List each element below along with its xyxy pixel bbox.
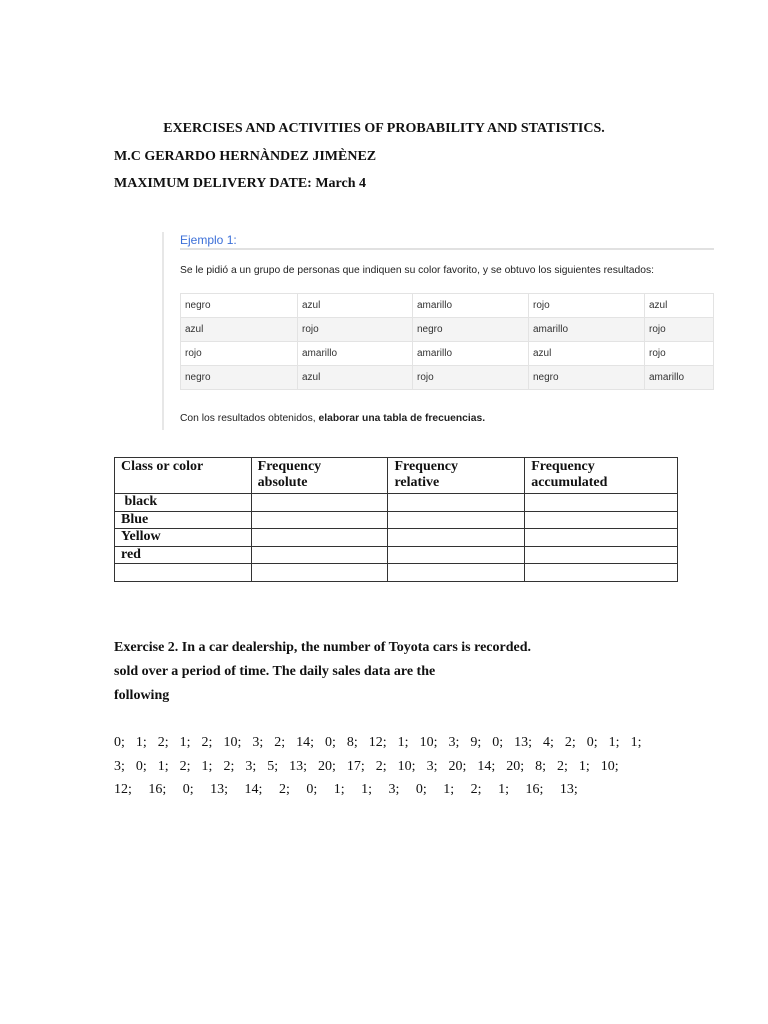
example-heading-rule	[180, 248, 714, 250]
frequency-table-value-cell[interactable]	[251, 564, 388, 582]
frequency-table-value-cell[interactable]	[525, 546, 678, 564]
frequency-table-header-text: accumulated	[531, 475, 608, 490]
frequency-table-header-text: absolute	[257, 475, 308, 490]
frequency-table-class-cell: black	[115, 494, 252, 512]
sales-data-line: 0; 1; 2; 1; 2; 10; 3; 2; 14; 0; 8; 12; 1; 10; 3; 9; 0; 13; 4; 2; 0; 1; 1;	[114, 735, 642, 750]
example-table-cell: rojo	[298, 318, 413, 342]
example-table-cell: rojo	[181, 342, 298, 366]
example-conclusion-text: Con los resultados obtenidos,	[180, 413, 319, 424]
example-table-cell: amarillo	[645, 366, 714, 390]
frequency-table-value-cell[interactable]	[251, 494, 388, 512]
example-heading: Ejemplo 1:	[180, 233, 237, 247]
document-title: EXERCISES AND ACTIVITIES OF PROBABILITY AND STATISTICS.	[163, 121, 605, 136]
frequency-table-row	[115, 529, 678, 547]
delivery-date-value: March 4	[315, 176, 367, 191]
delivery-date-label: MAXIMUM DELIVERY DATE:	[114, 176, 312, 191]
example-left-border	[162, 232, 164, 430]
example-table-cell: negro	[181, 366, 298, 390]
example-table-cell: rojo	[413, 366, 529, 390]
frequency-table-header-text: Frequency	[531, 459, 595, 474]
sales-data	[114, 735, 674, 806]
frequency-table-value-cell[interactable]	[251, 511, 388, 529]
frequency-table-value-cell[interactable]	[388, 529, 525, 547]
frequency-table-class-cell: Yellow	[115, 529, 252, 547]
frequency-table-row	[115, 564, 678, 582]
example-table-cell: azul	[298, 294, 413, 318]
frequency-table-row	[115, 494, 678, 512]
example-table-cell: negro	[181, 294, 298, 318]
exercise-2-statement	[114, 640, 674, 712]
example-table-cell: amarillo	[529, 318, 645, 342]
example-table-cell: azul	[645, 294, 714, 318]
example-table-cell: rojo	[645, 342, 714, 366]
frequency-table-header	[115, 458, 252, 494]
frequency-table-header-text: relative	[394, 475, 440, 490]
frequency-table-header-text: Frequency	[257, 459, 322, 474]
frequency-table-value-cell[interactable]	[525, 494, 678, 512]
frequency-table-row	[115, 511, 678, 529]
example-table-cell: amarillo	[413, 342, 529, 366]
frequency-table-header-row	[115, 458, 678, 494]
example-table-cell: amarillo	[298, 342, 413, 366]
frequency-table-value-cell[interactable]	[525, 564, 678, 582]
frequency-table	[114, 457, 678, 582]
frequency-table-value-cell[interactable]	[388, 511, 525, 529]
frequency-table-value-cell[interactable]	[525, 529, 678, 547]
example-table-row	[181, 342, 714, 366]
sales-data-line: 12; 16; 0; 13; 14; 2; 0; 1; 1; 3; 0; 1; 2; 1; 16; 13;	[114, 782, 578, 797]
frequency-table-value-cell[interactable]	[251, 529, 388, 547]
example-table-cell: negro	[529, 366, 645, 390]
exercise-2-line: Exercise 2. In a car dealership, the number of Toyota cars is recorded.	[114, 640, 531, 655]
frequency-table-value-cell[interactable]	[388, 564, 525, 582]
frequency-table-class-cell: Blue	[115, 511, 252, 529]
frequency-table-class-cell	[115, 564, 252, 582]
frequency-table-header-text: Frequency	[394, 459, 458, 474]
exercise-2-line: sold over a period of time. The daily sales data are the	[114, 664, 436, 679]
example-table-cell: amarillo	[413, 294, 529, 318]
frequency-table-value-cell[interactable]	[525, 511, 678, 529]
delivery-date-line	[114, 176, 366, 192]
example-table-cell: azul	[181, 318, 298, 342]
example-table-cell: rojo	[529, 294, 645, 318]
example-table-cell: azul	[529, 342, 645, 366]
example-table-row	[181, 318, 714, 342]
frequency-table-header-text: Class or color	[121, 459, 204, 474]
frequency-table-value-cell[interactable]	[251, 546, 388, 564]
frequency-table-header	[525, 458, 678, 494]
example-table-cell: rojo	[645, 318, 714, 342]
frequency-table-header	[388, 458, 525, 494]
example-table-cell: azul	[298, 366, 413, 390]
exercise-2-line: following	[114, 688, 170, 703]
frequency-table-value-cell[interactable]	[388, 494, 525, 512]
example-table-row	[181, 294, 714, 318]
example-color-table	[180, 293, 714, 390]
example-table-row	[181, 366, 714, 390]
sales-data-line: 3; 0; 1; 2; 1; 2; 3; 5; 13; 20; 17; 2; 10; 3; 20; 14; 20; 8; 2; 1; 10;	[114, 758, 619, 774]
frequency-table-value-cell[interactable]	[388, 546, 525, 564]
example-screenshot	[162, 228, 714, 432]
example-table-cell: negro	[413, 318, 529, 342]
example-conclusion-bold: elaborar una tabla de frecuencias.	[318, 413, 486, 424]
frequency-table-class-cell: red	[115, 546, 252, 564]
example-prompt: Se le pidió a un grupo de personas que indiquen su color favorito, y se obtuvo los siguientes resultados:	[180, 265, 654, 276]
example-conclusion	[180, 413, 485, 424]
frequency-table-row	[115, 546, 678, 564]
teacher-name: M.C GERARDO HERNÀNDEZ JIMÈNEZ	[114, 149, 377, 164]
frequency-table-header	[251, 458, 388, 494]
